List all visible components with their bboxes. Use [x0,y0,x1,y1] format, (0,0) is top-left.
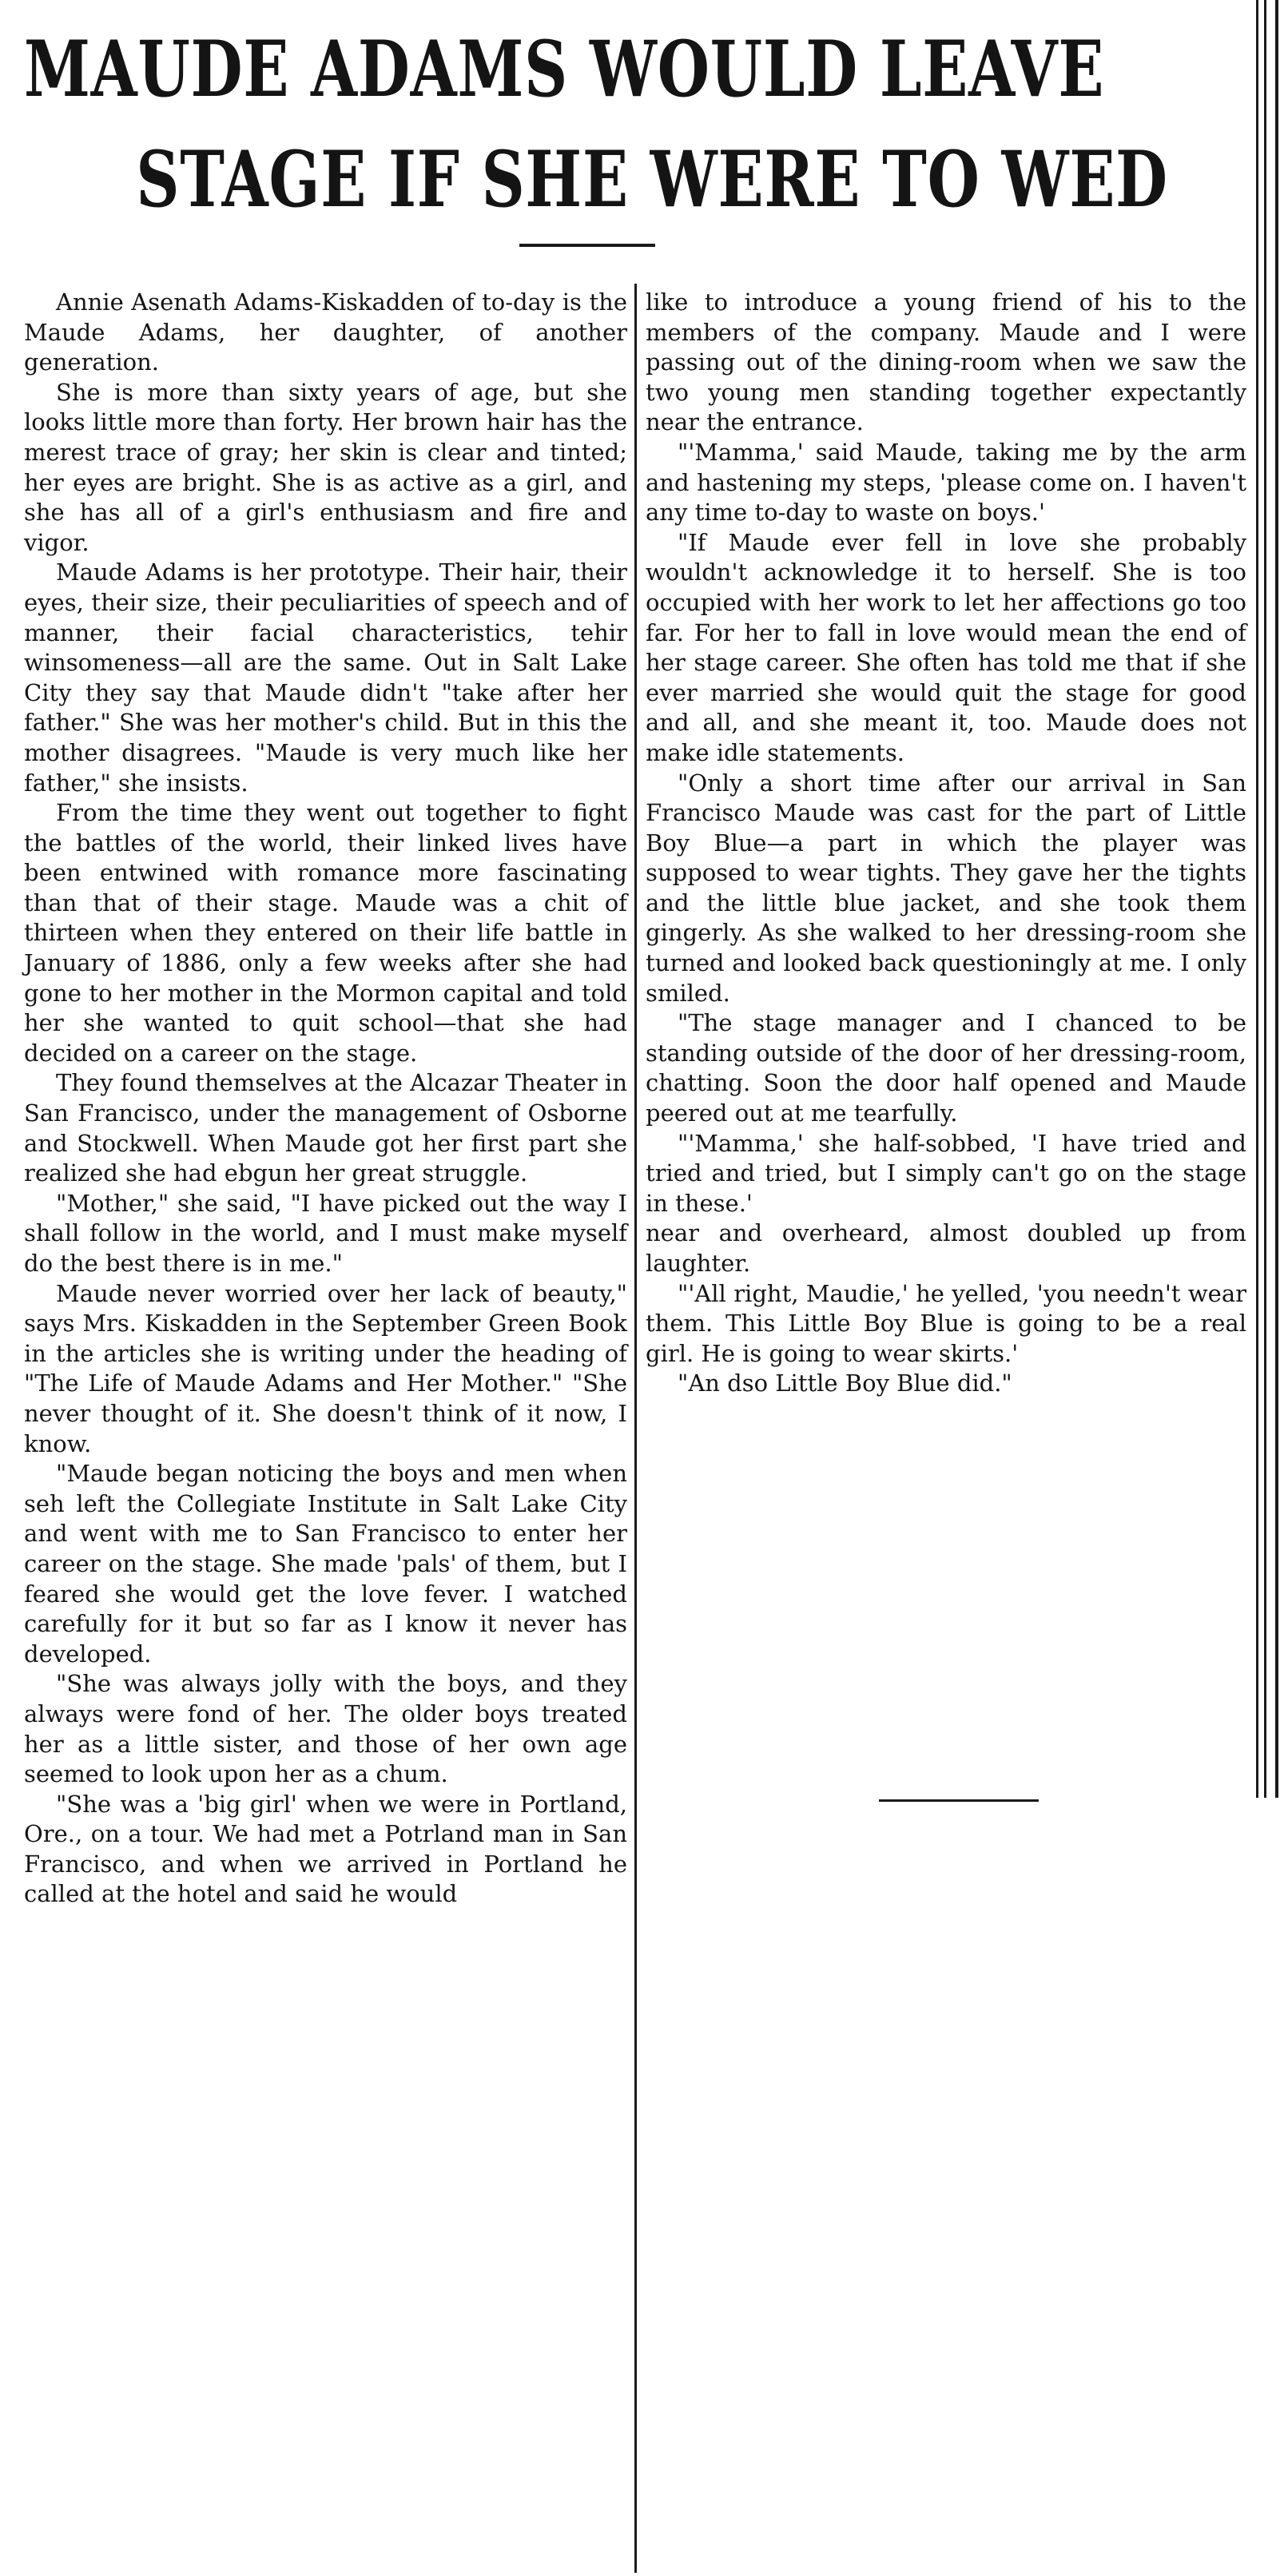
page-border-line [1256,0,1258,1798]
paragraph: "Maude began noticing the boys and men when seh left the Collegiate Institute in Salt Lake City and went with me to San Francisco to enter her career on the stage. She made 'pals' of them, but I feared she would get the love fever. I watched carefully for it but so far as I know it never has developed. [24,1460,627,1668]
page-border-line [1264,0,1266,1798]
paragraph: "She was a 'big girl' when we were in Portland, Ore., on a tour. We had met a Potrland man in San Francisco, and when we arrived in Portland he called at the hotel and said he would [24,1790,627,1908]
paragraph: "Mother," she said, "I have picked out the way I shall follow in the world, and I must make myself do the best there is in me." [24,1189,627,1277]
paragraph: Maude Adams is her prototype. Their hair, their eyes, their size, their peculiarities of speech and of manner, their facial characteristics, tehir winsomeness—all are the same. Out in Salt Lake City they say that Maude didn't "take after her father." She was her mother's child. But in this the mother disagrees. "Maude is very much like her father," she insists. [24,559,627,797]
paragraph: They found themselves at the Alcazar Theater in San Francisco, under the management of Osborne and Stockwell. When Maude got her first part she realized she had ebgun her great struggle. [24,1069,627,1187]
paragraph: "'Mamma,' said Maude, taking me by the arm and hastening my steps, 'please come on. I haven't any time to-day to waste on boys.' [646,438,1246,527]
headline-line-2: STAGE IF SHE WERE TO WED [136,134,1168,225]
headline-line-1: MAUDE ADAMS WOULD LEAVE [24,24,1105,114]
article-column-right [646,288,1246,1399]
paragraph: "An dso Little Boy Blue did." [678,1369,1012,1397]
headline-divider [519,244,655,247]
paragraph: "Only a short time after our arrival in San Francisco Maude was cast for the part of Little Boy Blue—a part in which the player was supposed to wear tights. They gave her the tights and the little blue jacket, and she took them gingerly. As she walked to her dressing-room she turned and looked back questioningly at me. I only smiled. [646,769,1246,1007]
headline [24,14,1168,235]
paragraph: From the time they went out together to fight the battles of the world, their linked lives have been entwined with romance more fascinating than that of their stage. Maude was a chit of thirteen when they entered on their life battle in January of 1886, only a few weeks after she had gone to her mother in the Mormon capital and told her she wanted to quit school—that she had decided on a career on the stage. [24,799,627,1067]
paragraph-continuation: like to introduce a young friend of his to the members of the company. Maude and I were passing out of the dining-room when we saw the two young men standing together expectantly near the entrance. [646,288,1246,436]
paragraph: "The stage manager and I chanced to be standing outside of the door of her dressing-room, chatting. Soon the door half opened and Maude peered out at me tearfully. [646,1009,1246,1127]
paragraph: "If Maude ever fell in love she probably wouldn't acknowledge it to herself. She is too occupied with her work to let her affections go too far. For her to fall in love would mean the end of her stage career. She often has told me that if she ever married she would quit the stage for good and all, and she meant it, too. Maude does not make idle statements. [646,528,1246,766]
paragraph: Maude never worried over her lack of beauty," says Mrs. Kiskadden in the September Green Book in the articles she is writing under the heading of "The Life of Maude Adams and Her Mother." "She never thought of it. She doesn't think of it now, I know. [24,1279,627,1457]
page-border-line [1275,0,1278,1798]
paragraph: near and overheard, almost doubled up from laughter. [646,1219,1246,1277]
paragraph: "'All right, Maudie,' he yelled, 'you needn't wear them. This Little Boy Blue is going to be a real girl. He is going to wear skirts.' [646,1279,1246,1367]
column-divider [634,284,637,2573]
paragraph: "'Mamma,' she half-sobbed, 'I have tried and tried and tried, but I simply can't go on the stage in these.' [646,1129,1246,1217]
article-column-left [24,288,627,1910]
paragraph: "She was always jolly with the boys, and they always were fond of her. The older boys treated her as a little sister, and those of her own age seemed to look upon her as a chum. [24,1670,627,1788]
paragraph: She is more than sixty years of age, but she looks little more than forty. Her brown hair has the merest trace of gray; her skin is clear and tinted; her eyes are bright. She is as active as a girl, and she has all of a girl's enthusiasm and fire and vigor. [24,378,627,556]
article-end-rule [879,1799,1039,1802]
paragraph: Annie Asenath Adams-Kiskadden of to-day is the Maude Adams, her daughter, of another generation. [24,288,627,376]
